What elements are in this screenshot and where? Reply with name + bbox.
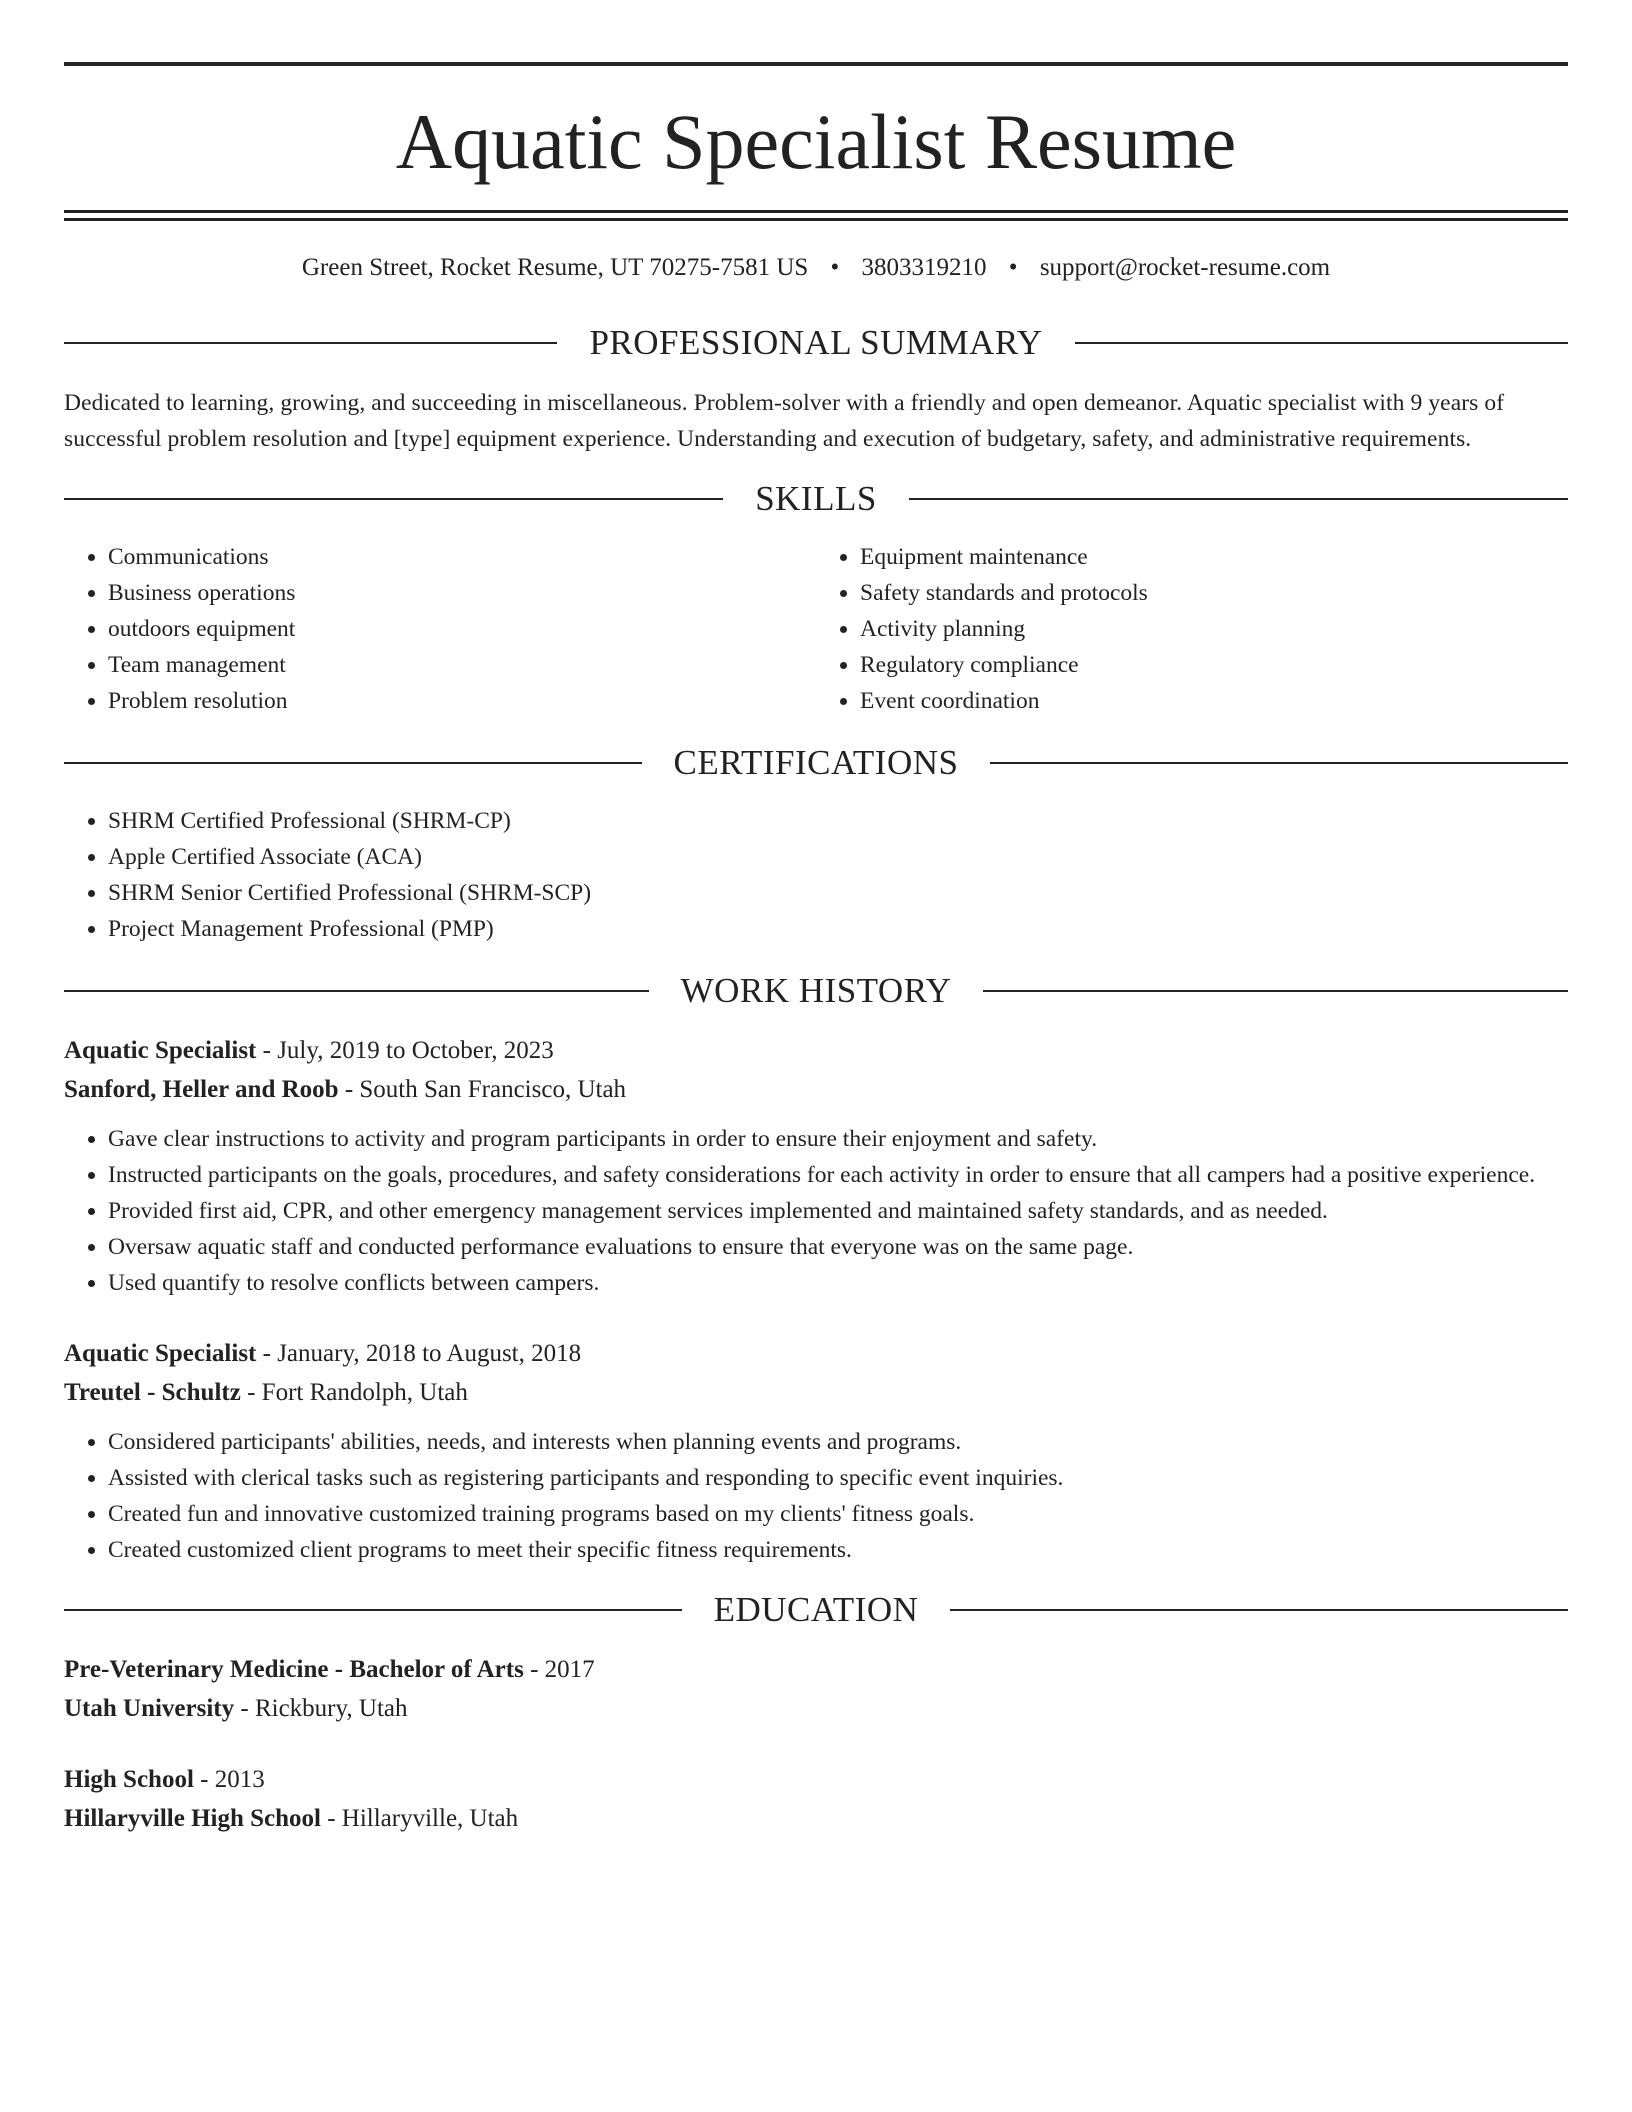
- job-title-line: [64, 1031, 1568, 1070]
- section-title: WORK HISTORY: [680, 971, 952, 1010]
- section-title: PROFESSIONAL SUMMARY: [589, 323, 1043, 362]
- certification-item: • SHRM Senior Certified Professional (SHRM-SCP): [108, 875, 1568, 911]
- job-bullet: • Used quantify to resolve conflicts between campers.: [108, 1265, 1568, 1301]
- skill-item: • outdoors equipment: [108, 611, 816, 647]
- contact-address: Green Street, Rocket Resume, UT 70275-7581 US: [301, 254, 809, 281]
- job-title: Aquatic Specialist: [64, 1340, 257, 1367]
- heading-rule: [64, 762, 642, 764]
- job-company: Sanford, Heller and Roob: [64, 1076, 339, 1103]
- skill-item: • Activity planning: [860, 611, 1568, 647]
- resume-title: Aquatic Specialist Resume: [395, 98, 1237, 185]
- contact-separator: •: [1008, 254, 1018, 281]
- job-location: - Fort Randolph, Utah: [240, 1379, 468, 1406]
- skill-item: • Regulatory compliance: [860, 647, 1568, 683]
- heading-rule: [64, 990, 649, 992]
- skill-item: • Business operations: [108, 575, 816, 611]
- job-bullets: [64, 1121, 1568, 1301]
- heading-rule: [64, 1609, 682, 1611]
- education-degree: Pre-Veterinary Medicine - Bachelor of Arts: [64, 1656, 524, 1683]
- skill-item: • Event coordination: [860, 683, 1568, 719]
- section-heading-education: [64, 1590, 1568, 1630]
- section-title: CERTIFICATIONS: [673, 743, 959, 782]
- section-title: SKILLS: [755, 479, 877, 518]
- education-school: Hillaryville High School: [64, 1805, 321, 1832]
- work-history: [64, 1031, 1568, 1568]
- contact-line: [64, 253, 1568, 283]
- summary-text: Dedicated to learning, growing, and succeeding in miscellaneous. Problem-solver with a friendly and open demeanor. Aquatic specialist with 9 years of successful problem resolution and [type] equipment experience. Understanding and execution of budgetary, safety, and administrative requirements.: [64, 390, 1505, 452]
- job-bullets: [64, 1424, 1568, 1568]
- job-entry: [64, 1031, 1568, 1301]
- education-degree-line: [64, 1760, 1568, 1799]
- skills-list-left: [64, 539, 816, 719]
- section-title: EDUCATION: [713, 1590, 919, 1629]
- resume-page: [64, 62, 1568, 1838]
- education-entry: [64, 1650, 1568, 1728]
- skill-item: • Team management: [108, 647, 816, 683]
- skill-item: • Equipment maintenance: [860, 539, 1568, 575]
- job-entry: [64, 1334, 1568, 1568]
- job-bullet: • Instructed participants on the goals, procedures, and safety considerations for each activity in order to ensure that all campers had a positive experience.: [108, 1157, 1568, 1193]
- skill-item: • Safety standards and protocols: [860, 575, 1568, 611]
- education-school-line: [64, 1799, 1568, 1838]
- section-heading-summary: [64, 323, 1568, 363]
- skill-item: • Problem resolution: [108, 683, 816, 719]
- education-degree-line: [64, 1650, 1568, 1689]
- heading-rule: [950, 1609, 1568, 1611]
- job-bullet: • Provided first aid, CPR, and other emergency management services implemented and maintained safety standards, and as needed.: [108, 1193, 1568, 1229]
- education-entry: [64, 1760, 1568, 1838]
- section-heading-skills: [64, 479, 1568, 519]
- education-year: - 2013: [193, 1766, 265, 1793]
- job-company: Treutel - Schultz: [64, 1379, 241, 1406]
- skills-list-right: [816, 539, 1568, 719]
- contact-separator: •: [830, 254, 840, 281]
- contact-email[interactable]: support@rocket-resume.com: [1039, 254, 1331, 281]
- certification-item: • Project Management Professional (PMP): [108, 911, 1568, 947]
- job-bullet: • Oversaw aquatic staff and conducted performance evaluations to ensure that everyone was on the same page.: [108, 1229, 1568, 1265]
- job-bullet: • Considered participants' abilities, needs, and interests when planning events and programs.: [108, 1424, 1568, 1460]
- education-school-line: [64, 1689, 1568, 1728]
- contact-phone: 3803319210: [861, 254, 987, 281]
- education-location: - Hillaryville, Utah: [320, 1805, 519, 1832]
- job-title: Aquatic Specialist: [64, 1037, 257, 1064]
- heading-rule: [909, 498, 1568, 500]
- certifications-list: [64, 803, 1568, 947]
- job-bullet: • Created fun and innovative customized training programs based on my clients' fitness goals.: [108, 1496, 1568, 1532]
- heading-rule: [1075, 342, 1568, 344]
- job-location: - South San Francisco, Utah: [338, 1076, 627, 1103]
- education-degree: High School: [64, 1766, 194, 1793]
- education-list: [64, 1650, 1568, 1838]
- skills-columns: [64, 539, 1568, 719]
- job-bullet: • Gave clear instructions to activity and program participants in order to ensure their enjoyment and safety.: [108, 1121, 1568, 1157]
- job-company-line: [64, 1373, 1568, 1412]
- job-company-line: [64, 1070, 1568, 1109]
- title-double-rule: [64, 210, 1568, 221]
- section-heading-work: [64, 971, 1568, 1011]
- top-rule: [64, 62, 1568, 66]
- certification-item: • SHRM Certified Professional (SHRM-CP): [108, 803, 1568, 839]
- education-year: - 2017: [523, 1656, 595, 1683]
- heading-rule: [64, 498, 723, 500]
- job-dates: - July, 2019 to October, 2023: [256, 1037, 554, 1064]
- job-title-line: [64, 1334, 1568, 1373]
- heading-rule: [983, 990, 1568, 992]
- skill-item: • Communications: [108, 539, 816, 575]
- job-dates: - January, 2018 to August, 2018: [256, 1340, 582, 1367]
- education-location: - Rickbury, Utah: [234, 1695, 408, 1722]
- certification-item: • Apple Certified Associate (ACA): [108, 839, 1568, 875]
- job-bullet: • Created customized client programs to meet their specific fitness requirements.: [108, 1532, 1568, 1568]
- education-school: Utah University: [64, 1695, 235, 1722]
- section-heading-certifications: [64, 743, 1568, 783]
- heading-rule: [990, 762, 1568, 764]
- heading-rule: [64, 342, 557, 344]
- job-bullet: • Assisted with clerical tasks such as registering participants and responding to specific event inquiries.: [108, 1460, 1568, 1496]
